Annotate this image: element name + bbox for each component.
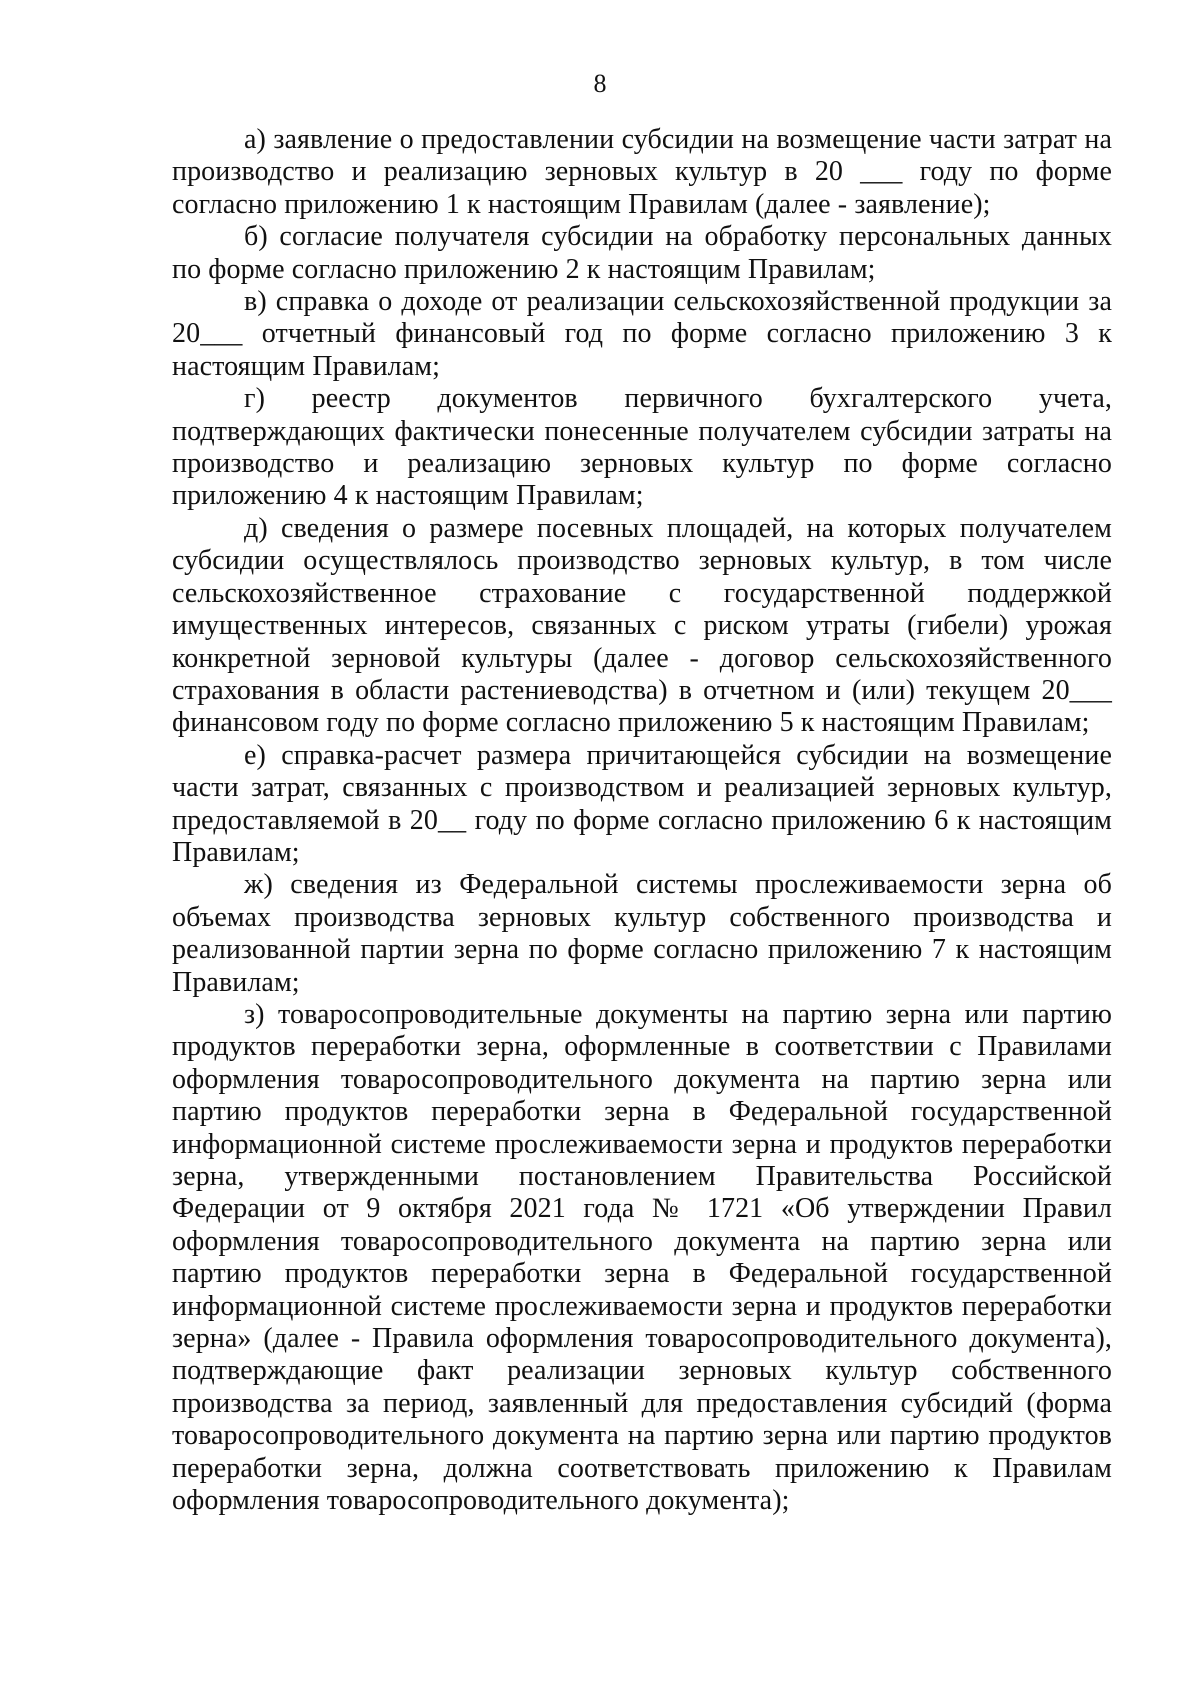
paragraph-z: з) товаросопроводительные документы на партию зерна или партию продуктов переработки зерна, оформленные в соответствии с Правилами оформления товаросопроводительного документа на партию зерна или партию продуктов переработки зерна в Федеральной государственной информационной системе прослеживаемости зерна и продуктов переработки зерна, утвержденными постановлением Правительства Российской Федерации от 9 октября 2021 года № 1721 «Об утверждении Правил оформления товаросопроводительного документа на партию зерна или партию продуктов переработки зерна в Федеральной государственной информационной системе прослеживаемости зерна и продуктов переработки зерна» (далее - Правила оформления товаросопроводительного документа), подтверждающие факт реализации зерновых культур собственного производства за период, заявленный для предоставления субсидий (форма товаросопроводительного документа на партию зерна или партию продуктов переработки зерна, должна соответствовать приложению к Правилам оформления товаросопроводительного документа);	[172, 998, 1112, 1517]
paragraph-e: е) справка-расчет размера причитающейся субсидии на возмещение части затрат, связанных с производством и реализацией зерновых культур, предоставляемой в 20__ году по форме согласно приложению 6 к настоящим Правилам;	[172, 739, 1112, 868]
paragraph-d: д) сведения о размере посевных площадей, на которых получателем субсидии осуществлялось производство зерновых культур, в том числе сельскохозяйственное страхование с государственной поддержкой имущественных интересов, связанных с риском утраты (гибели) урожая конкретной зерновой культуры (далее - договор сельскохозяйственного страхования в области растениеводства) в отчетном и (или) текущем 20___ финансовом году по форме согласно приложению 5 к настоящим Правилам;	[172, 512, 1112, 739]
paragraph-v: в) справка о доходе от реализации сельскохозяйственной продукции за 20___ отчетный финансовый год по форме согласно приложению 3 к настоящим Правилам;	[172, 286, 1112, 382]
paragraph-g: г) реестр документов первичного бухгалтерского учета, подтверждающих фактически понесенные получателем субсидии затраты на производство и реализацию зерновых культур по форме согласно приложению 4 к настоящим Правилам;	[172, 383, 1112, 512]
paragraph-b: б) согласие получателя субсидии на обработку персональных данных по форме согласно приложению 2 к настоящим Правилам;	[172, 221, 1112, 285]
document-body	[172, 124, 1112, 1517]
page-number: 8	[593, 69, 607, 98]
paragraph-zh: ж) сведения из Федеральной системы прослеживаемости зерна об объемах производства зерновых культур собственного производства и реализованной партии зерна по форме согласно приложению 7 к настоящим Правилам;	[172, 869, 1112, 998]
paragraph-a: а) заявление о предоставлении субсидии на возмещение части затрат на производство и реализацию зерновых культур в 20 ___ году по форме согласно приложению 1 к настоящим Правилам (далее - заявление);	[172, 124, 1112, 220]
